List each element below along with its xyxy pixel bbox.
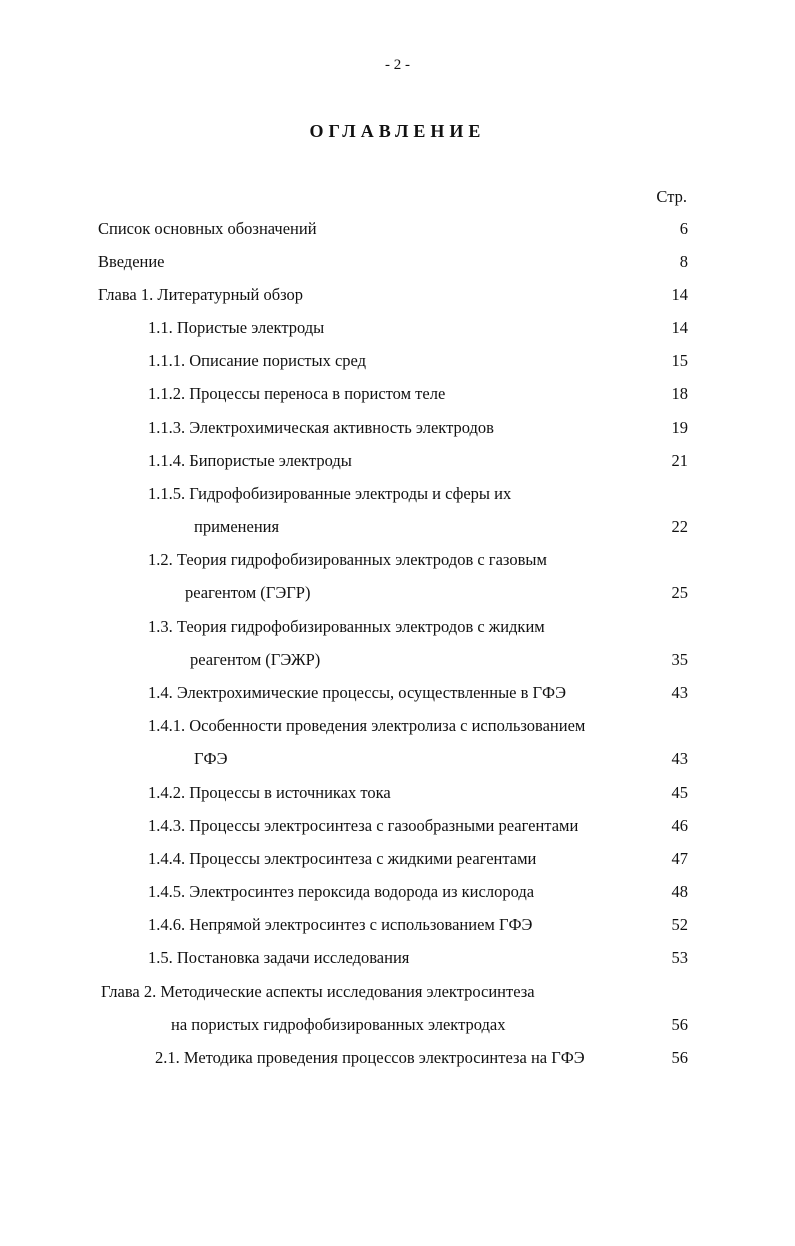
toc-entry-page: 35: [671, 650, 688, 669]
toc-title: ОГЛАВЛЕНИЕ: [309, 121, 486, 141]
toc-entry-page: 18: [671, 384, 688, 403]
toc-entry-title: 1.4. Электрохимические процессы, осуществленные в ГФЭ: [148, 683, 566, 702]
toc-entry-page: 19: [671, 418, 688, 437]
toc-entry-title: 1.1. Пористые электроды: [148, 318, 325, 337]
toc-entry-title: Глава 2. Методические аспекты исследования электросинтеза: [101, 982, 535, 1001]
toc-entry-page: 56: [671, 1015, 688, 1034]
toc-entry-title: Введение: [98, 252, 165, 271]
toc-entry-title: 1.4.5. Электросинтез пероксида водорода из кислорода: [148, 882, 535, 901]
toc-entry-page: 8: [679, 252, 688, 271]
toc-entry-page: 45: [671, 783, 688, 802]
toc-entry-title: Список основных обозначений: [98, 219, 317, 238]
toc-entry-title: 1.4.6. Непрямой электросинтез с использованием ГФЭ: [148, 915, 533, 934]
toc-entry-title: 1.1.2. Процессы переноса в пористом теле: [148, 384, 446, 403]
toc-entry-page: 14: [671, 285, 688, 304]
toc-entry-page: 25: [671, 583, 688, 602]
toc-entry-continuation: реагентом (ГЭГР): [185, 583, 311, 602]
toc-entry-page: 53: [671, 948, 688, 967]
toc-entry-title: Глава 1. Литературный обзор: [98, 285, 304, 304]
toc-entry-title: 1.4.1. Особенности проведения электролиза с использованием: [148, 716, 586, 735]
toc-entry-page: 22: [671, 517, 688, 536]
toc-entry-page: 52: [671, 915, 688, 934]
toc-entry-page: 43: [671, 749, 688, 768]
toc-entry-continuation: применения: [194, 517, 280, 536]
toc-entry-title: 2.1. Методика проведения процессов электросинтеза на ГФЭ: [155, 1048, 585, 1067]
page-number: - 2 -: [385, 57, 410, 73]
toc-entry-continuation: ГФЭ: [194, 749, 228, 768]
toc-entry-title: 1.1.4. Бипористые электроды: [148, 451, 352, 470]
toc-entry-title: 1.4.3. Процессы электросинтеза с газообразными реагентами: [148, 816, 579, 835]
toc-entry-page: 43: [671, 683, 688, 702]
toc-entry-title: 1.4.2. Процессы в источниках тока: [148, 783, 391, 802]
toc-entry-page: 46: [671, 816, 688, 835]
toc-entry-page: 47: [671, 849, 688, 868]
toc-entry-page: 6: [679, 219, 688, 238]
toc-entry-continuation: реагентом (ГЭЖР): [190, 650, 321, 669]
toc-entry-page: 56: [671, 1048, 688, 1067]
toc-entry-title: 1.5. Постановка задачи исследования: [148, 948, 410, 967]
toc-entry-page: 21: [671, 451, 688, 470]
toc-entry-title: 1.2. Теория гидрофобизированных электродов с газовым: [148, 550, 547, 569]
page-column-header: Стр.: [656, 187, 687, 206]
toc-entry-title: 1.1.3. Электрохимическая активность электродов: [148, 418, 494, 437]
toc-entry-page: 14: [671, 318, 688, 337]
toc-entry-title: 1.1.1. Описание пористых сред: [148, 351, 367, 370]
toc-entry-continuation: на пористых гидрофобизированных электродах: [171, 1015, 506, 1034]
toc-entry-title: 1.1.5. Гидрофобизированные электроды и сферы их: [148, 484, 512, 503]
toc-entry-page: 48: [671, 882, 688, 901]
toc-entry-title: 1.3. Теория гидрофобизированных электродов с жидким: [148, 617, 545, 636]
toc-entry-title: 1.4.4. Процессы электросинтеза с жидкими реагентами: [148, 849, 537, 868]
toc-entry-page: 15: [671, 351, 688, 370]
